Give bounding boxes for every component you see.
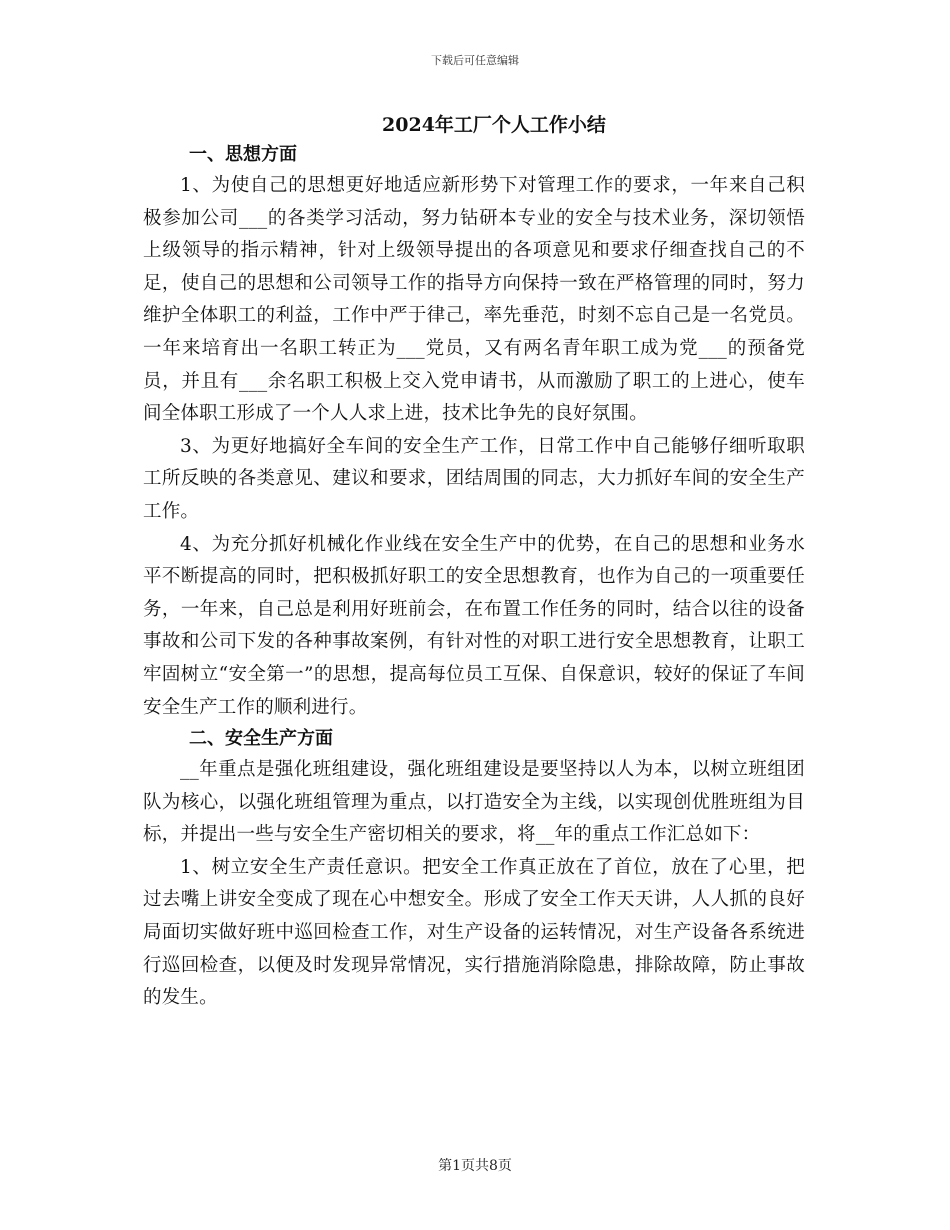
page-header-note: 下载后可任意编辑: [431, 54, 519, 67]
paragraph: 4、为充分抓好机械化作业线在安全生产中的优势，在自己的思想和业务水平不断提高的同时，把积极抓好职工的安全思想教育，也作为自己的一项重要任务，一年来，自己总是利用好班前会，在布置工作任务的同时，结合以往的设备事故和公司下发的各种事故案例，有针对性的对职工进行安全思想教育，让职工牢固树立“安全第一”的思想，提高每位员工互保、自保意识，较好的保证了车间安全生产工作的顺利进行。: [143, 533, 805, 718]
section-heading-thought: 一、思想方面: [189, 144, 297, 165]
paragraph: 3、为更好地搞好全车间的安全生产工作，日常工作中自己能够仔细听取职工所反映的各类意见、建议和要求，团结周围的同志，大力抓好车间的安全生产工作。: [143, 435, 805, 522]
section-heading-safety: 二、安全生产方面: [189, 728, 333, 750]
paragraph: 1、树立安全生产责任意识。把安全工作真正放在了首位，放在了心里，把过去嘴上讲安全变成了现在心中想安全。形成了安全工作天天讲，人人抓的良好局面切实做好班中巡回检查工作，对生产设备的运转情况，对生产设备各系统进行巡回检查，以便及时发现异常情况，实行措施消除隐患，排除故障，防止事故的发生。: [143, 856, 805, 1009]
paragraph: 1、为使自己的思想更好地适应新形势下对管理工作的要求，一年来自己积极参加公司___的各类学习活动，努力钻研本专业的安全与技术业务，深切领悟上级领导的指示精神，针对上级领导提出的各项意见和要求仔细查找自己的不足，使自己的思想和公司领导工作的指导方向保持一致在严格管理的同时，努力维护全体职工的利益，工作中严于律己，率先垂范，时刻不忘自己是一名党员。一年来培育出一名职工转正为___党员，又有两名青年职工成为党___的预备党员，并且有___余名职工积极上交入党申请书，从而激励了职工的上进心，使车间全体职工形成了一个人人求上进，技术比争先的良好氛围。: [143, 175, 805, 425]
document-title: 2024年工厂个人工作小结: [382, 114, 606, 136]
paragraph: __年重点是强化班组建设，强化班组建设是要坚持以人为本，以树立班组团队为核心，以强化班组管理为重点，以打造安全为主线，以实现创优胜班组为目标，并提出一些与安全生产密切相关的要求，将__年的重点工作汇总如下：: [143, 759, 805, 846]
document-body: [143, 110, 805, 1015]
page-footer-number: 第1页共8页: [438, 1158, 512, 1174]
